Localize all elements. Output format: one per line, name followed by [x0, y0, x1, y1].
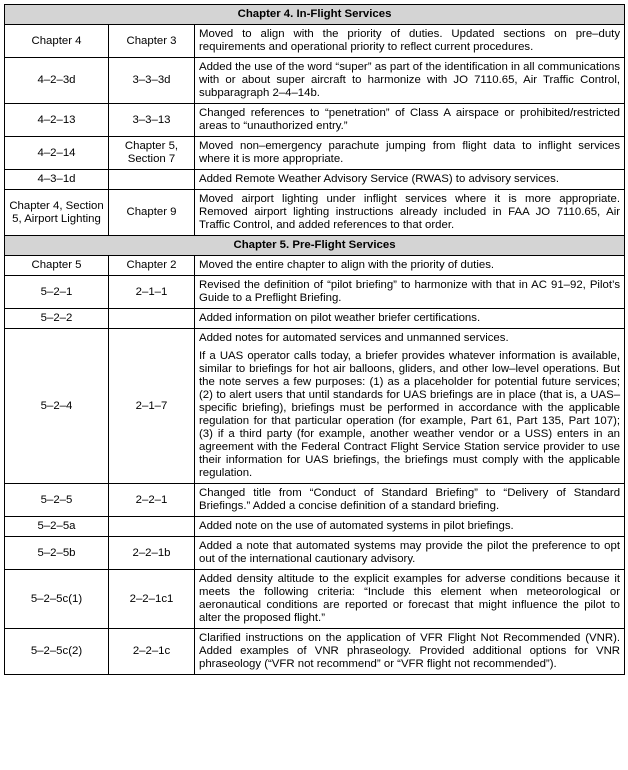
table-row	[5, 58, 625, 104]
change-description: Changed references to “penetration” of Class A airspace or prohibited/restricted areas to “unauthorized entry.”	[195, 104, 625, 137]
old-paragraph: Chapter 2	[109, 256, 195, 276]
new-paragraph: 5–2–1	[5, 276, 109, 309]
change-description: Moved the entire chapter to align with the priority of duties.	[195, 256, 625, 276]
new-paragraph: Chapter 4, Section 5, Airport Lighting	[5, 190, 109, 236]
change-description: Clarified instructions on the application of VFR Flight Not Recommended (VNR). Added examples of VNR phraseology. Provided additional options for VNR phraseology (“VFR not recommend” or “VFR flight not recommended”).	[195, 629, 625, 675]
table-row	[5, 629, 625, 675]
old-paragraph: 3–3–13	[109, 104, 195, 137]
table-row	[5, 329, 625, 484]
old-paragraph: Chapter 5, Section 7	[109, 137, 195, 170]
section-header	[5, 5, 625, 25]
table-row	[5, 25, 625, 58]
change-description: Added the use of the word “super” as part of the identification in all communications with or about super aircraft to harmonize with JO 7110.65, Air Traffic Control, subparagraph 2–4–14b.	[195, 58, 625, 104]
old-paragraph	[109, 517, 195, 537]
old-paragraph: 2–2–1c1	[109, 570, 195, 629]
new-paragraph: 5–2–5	[5, 484, 109, 517]
section-title: Chapter 5. Pre-Flight Services	[5, 236, 625, 256]
old-paragraph: 2–2–1c	[109, 629, 195, 675]
old-paragraph: 2–2–1	[109, 484, 195, 517]
change-description: Changed title from “Conduct of Standard Briefing” to “Delivery of Standard Briefings.” Added a concise definition of a standard briefing.	[195, 484, 625, 517]
change-description: Revised the definition of “pilot briefing” to harmonize with that in AC 91–92, Pilot’s Guide to a Preflight Briefing.	[195, 276, 625, 309]
table-row	[5, 104, 625, 137]
changes-table	[4, 4, 625, 675]
change-description: Added Remote Weather Advisory Service (RWAS) to advisory services.	[195, 170, 625, 190]
old-paragraph: 2–2–1b	[109, 537, 195, 570]
change-description: Moved airport lighting under inflight services where it is more appropriate. Removed airport lighting instructions already included in FAA JO 7110.65, Air Traffic Control, and added references to that order.	[195, 190, 625, 236]
change-description: Moved non–emergency parachute jumping from flight data to inflight services where it is more appropriate.	[195, 137, 625, 170]
table-row	[5, 537, 625, 570]
table-row	[5, 137, 625, 170]
old-paragraph: Chapter 9	[109, 190, 195, 236]
new-paragraph: 4–2–3d	[5, 58, 109, 104]
new-paragraph: 5–2–2	[5, 309, 109, 329]
new-paragraph: Chapter 4	[5, 25, 109, 58]
new-paragraph: 5–2–5c(1)	[5, 570, 109, 629]
new-paragraph: 5–2–5a	[5, 517, 109, 537]
change-description: Moved to align with the priority of duties. Updated sections on pre–duty requirements and operational priority to reflect current procedures.	[195, 25, 625, 58]
change-description: Added note on the use of automated systems in pilot briefings.	[195, 517, 625, 537]
change-description: Added information on pilot weather briefer certifications.	[195, 309, 625, 329]
old-paragraph	[109, 170, 195, 190]
change-description: Added notes for automated services and unmanned services. If a UAS operator calls today, a briefer provides whatever information is available, similar to briefings for hot air balloons, gliders, and other low–level operations. But the note serves a few purposes: (1) as a placeholder for potential future services; (2) to alert users that until standards for UAS briefings are in place (that is, a UAS–specific briefing), briefings must be performed in accordance with the applicable regulation for that particular operation (for example, Part 61, Part 135, Part 107); (3) if a third party (for example, another weather vendor or a USS) enters in an agreement with the Federal Contract Flight Service Station service provider to use their information for UAS briefings, the briefings must comply with the applicable regulation.	[195, 329, 625, 484]
table-row	[5, 570, 625, 629]
new-paragraph: 4–3–1d	[5, 170, 109, 190]
table-row	[5, 170, 625, 190]
section-header	[5, 236, 625, 256]
table-row	[5, 309, 625, 329]
new-paragraph: 5–2–5b	[5, 537, 109, 570]
new-paragraph: 4–2–13	[5, 104, 109, 137]
new-paragraph: 5–2–5c(2)	[5, 629, 109, 675]
new-paragraph: Chapter 5	[5, 256, 109, 276]
old-paragraph: 2–1–7	[109, 329, 195, 484]
change-description: Added density altitude to the explicit examples for adverse conditions because it meets the following criteria: “Include this element when meteorological or aeronautical conditions are reported or forecast that might influence the pilot to alter the proposed flight.”	[195, 570, 625, 629]
table-row	[5, 256, 625, 276]
old-paragraph	[109, 309, 195, 329]
old-paragraph: 2–1–1	[109, 276, 195, 309]
old-paragraph: Chapter 3	[109, 25, 195, 58]
table-row	[5, 190, 625, 236]
table-row	[5, 517, 625, 537]
old-paragraph: 3–3–3d	[109, 58, 195, 104]
section-title: Chapter 4. In-Flight Services	[5, 5, 625, 25]
new-paragraph: 5–2–4	[5, 329, 109, 484]
new-paragraph: 4–2–14	[5, 137, 109, 170]
table-row	[5, 276, 625, 309]
change-description: Added a note that automated systems may provide the pilot the preference to opt out of the international cautionary advisory.	[195, 537, 625, 570]
table-row	[5, 484, 625, 517]
